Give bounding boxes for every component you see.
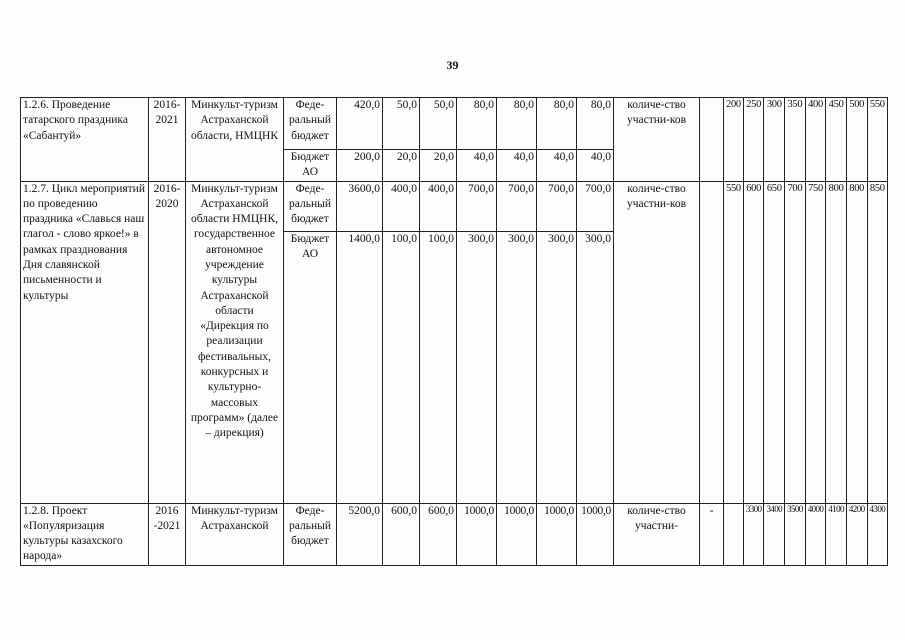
- target-value-cell: 4100: [826, 503, 847, 565]
- target-value-cell: 400: [805, 98, 826, 182]
- target-value-cell: 4000: [805, 503, 826, 565]
- target-value-cell: 800: [846, 181, 867, 503]
- target-value-cell: 4200: [846, 503, 867, 565]
- amount-cell: 600,0: [420, 503, 457, 565]
- amount-cell: 50,0: [383, 98, 420, 150]
- amount-cell: 300,0: [457, 231, 497, 503]
- target-value-cell: [724, 503, 744, 565]
- amount-cell: 20,0: [420, 150, 457, 182]
- table-row: [21, 503, 888, 565]
- base-value-cell: -: [700, 503, 724, 565]
- program-activities-table: [20, 97, 888, 566]
- funding-source-cell: Феде-ральный бюджет: [284, 503, 337, 565]
- amount-cell: 80,0: [577, 98, 614, 150]
- amount-cell: 1400,0: [337, 231, 383, 503]
- amount-cell: 1000,0: [577, 503, 614, 565]
- funding-source-cell: Феде-ральный бюджет: [284, 181, 337, 231]
- target-value-cell: 200: [724, 98, 744, 182]
- target-value-cell: 800: [826, 181, 847, 503]
- amount-cell: 600,0: [383, 503, 420, 565]
- amount-cell: 420,0: [337, 98, 383, 150]
- target-value-cell: 550: [724, 181, 744, 503]
- target-value-cell: 850: [867, 181, 888, 503]
- amount-cell: 1000,0: [537, 503, 577, 565]
- period-cell: 2016-2021: [149, 98, 186, 182]
- amount-cell: 400,0: [420, 181, 457, 231]
- amount-cell: 40,0: [457, 150, 497, 182]
- target-value-cell: 650: [764, 181, 785, 503]
- target-value-cell: 500: [846, 98, 867, 182]
- activity-name-cell: 1.2.7. Цикл мероприятий по проведению праздника «Славься наш глагол - слово яркое!» в рамках празднования Дня славянской письменности и культуры: [21, 181, 149, 503]
- funding-source-cell: Феде-ральный бюджет: [284, 98, 337, 150]
- amount-cell: 80,0: [457, 98, 497, 150]
- target-value-cell: 700: [785, 181, 806, 503]
- amount-cell: 700,0: [537, 181, 577, 231]
- amount-cell: 300,0: [497, 231, 537, 503]
- target-value-cell: 250: [743, 98, 764, 182]
- target-value-cell: 450: [826, 98, 847, 182]
- amount-cell: 100,0: [383, 231, 420, 503]
- executor-cell: Минкульт-туризм Астраханской области, НМЦНК: [186, 98, 284, 182]
- table-row: [21, 98, 888, 150]
- amount-cell: 700,0: [497, 181, 537, 231]
- amount-cell: 1000,0: [457, 503, 497, 565]
- amount-cell: 400,0: [383, 181, 420, 231]
- indicator-cell: количе-ство участни-: [614, 503, 700, 565]
- target-value-cell: 600: [743, 181, 764, 503]
- amount-cell: 3600,0: [337, 181, 383, 231]
- amount-cell: 80,0: [537, 98, 577, 150]
- indicator-cell: количе-ство участни-ков: [614, 98, 700, 182]
- base-value-cell: [700, 98, 724, 182]
- amount-cell: 20,0: [383, 150, 420, 182]
- amount-cell: 700,0: [577, 181, 614, 231]
- amount-cell: 700,0: [457, 181, 497, 231]
- base-value-cell: [700, 181, 724, 503]
- target-value-cell: 350: [785, 98, 806, 182]
- funding-source-cell: Бюджет АО: [284, 150, 337, 182]
- page-number: 39: [446, 58, 459, 72]
- activity-name-cell: 1.2.6. Проведение татарского праздника «Сабантуй»: [21, 98, 149, 182]
- amount-cell: 300,0: [537, 231, 577, 503]
- executor-cell: Минкульт-туризм Астраханской области НМЦНК, государственное автономное учреждение культуры Астраханской области «Дирекция по реализации фестивальных, конкурсных и культурно-массовых программ» (далее – дирекция): [186, 181, 284, 503]
- target-value-cell: 3300: [743, 503, 764, 565]
- activity-name-cell: 1.2.8. Проект «Популяризация культуры казахского народа»: [21, 503, 149, 565]
- amount-cell: 40,0: [497, 150, 537, 182]
- amount-cell: 40,0: [537, 150, 577, 182]
- period-cell: 2016-2020: [149, 181, 186, 503]
- period-cell: 2016 -2021: [149, 503, 186, 565]
- target-value-cell: 3500: [785, 503, 806, 565]
- target-value-cell: 3400: [764, 503, 785, 565]
- target-value-cell: 300: [764, 98, 785, 182]
- amount-cell: 1000,0: [497, 503, 537, 565]
- amount-cell: 200,0: [337, 150, 383, 182]
- funding-source-cell: Бюджет АО: [284, 231, 337, 503]
- amount-cell: 40,0: [577, 150, 614, 182]
- target-value-cell: 4300: [867, 503, 888, 565]
- executor-cell: Минкульт-туризм Астраханской: [186, 503, 284, 565]
- amount-cell: 5200,0: [337, 503, 383, 565]
- table-row: [21, 181, 888, 231]
- target-value-cell: 550: [867, 98, 888, 182]
- amount-cell: 80,0: [497, 98, 537, 150]
- amount-cell: 50,0: [420, 98, 457, 150]
- amount-cell: 300,0: [577, 231, 614, 503]
- target-value-cell: 750: [805, 181, 826, 503]
- indicator-cell: количе-ство участни-ков: [614, 181, 700, 503]
- amount-cell: 100,0: [420, 231, 457, 503]
